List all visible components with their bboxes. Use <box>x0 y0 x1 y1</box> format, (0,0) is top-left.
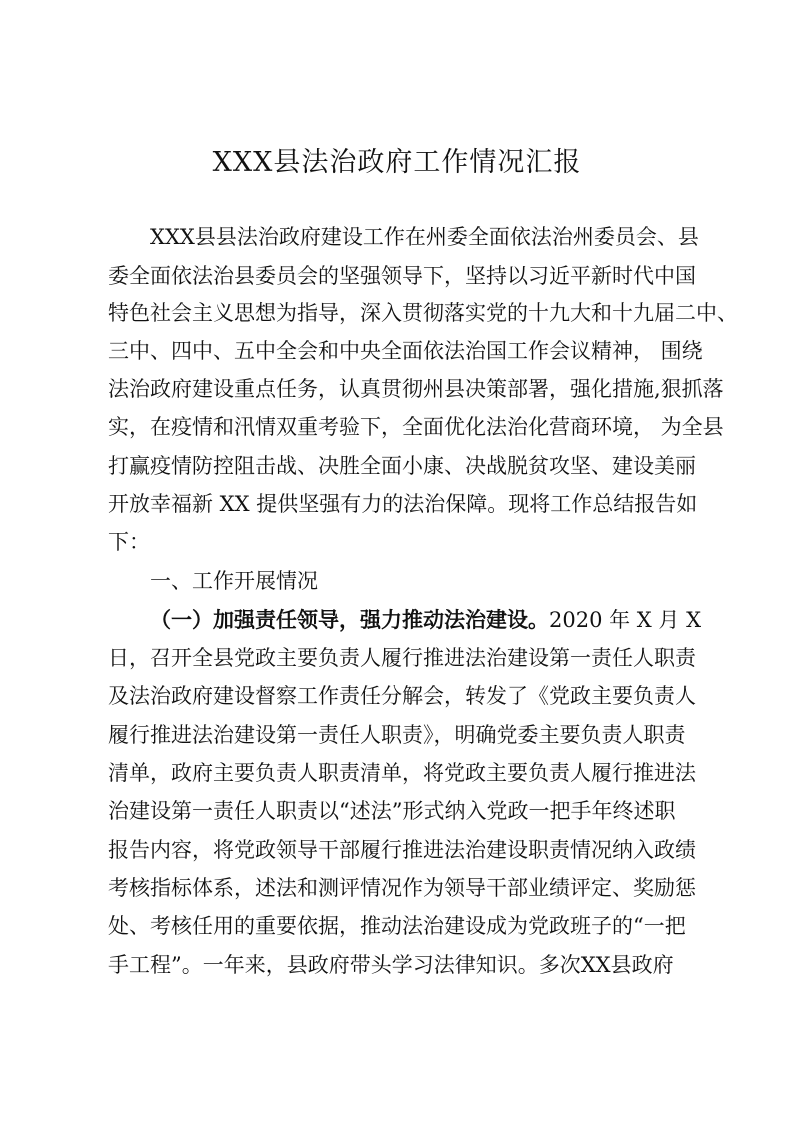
paragraph-line: 履行推进法治建设第一责任人职责》，明确党委主要负责人职责 <box>108 723 686 747</box>
paragraph-line: 三中、四中、五中全会和中央全面依法治国工作会议精神， 围绕 <box>108 339 703 363</box>
document-title: XXX县法治政府工作情况汇报 <box>212 147 582 178</box>
paragraph-line: 处、考核任用的重要依据，推动法治建设成为党政班子的“一把 <box>108 914 686 938</box>
paragraph-line: 实，在疫情和汛情双重考验下，全面优化法治化营商环境， 为全县 <box>108 415 724 439</box>
paragraph-line: 特色社会主义思想为指导，深入贯彻落实党的十九大和十九届二中、 <box>108 301 738 325</box>
paragraph-line: 清单，政府主要负责人职责清单，将党政主要负责人履行推进法 <box>108 761 696 785</box>
paragraph-line: 报告内容，将党政领导干部履行推进法治建设职责情况纳入政绩 <box>108 838 696 862</box>
section-heading: 一、工作开展情况 <box>150 569 318 593</box>
paragraph-line: 考核指标体系，述法和测评情况作为领导干部业绩评定、奖励惩 <box>108 876 696 900</box>
subsection-date: 2020 年 X 月 X <box>549 608 702 632</box>
paragraph-line: 法治政府建设重点任务，认真贯彻州县决策部署，强化措施,狠抓落 <box>108 377 724 401</box>
paragraph-line: XXX县县法治政府建设工作在州委全面依法治州委员会、县 <box>150 225 699 249</box>
subsection-heading: （一）加强责任领导，强力推动法治建设。 <box>150 607 549 632</box>
paragraph-line: 治建设第一责任人职责以“述法”形式纳入党政一把手年终述职 <box>108 799 676 823</box>
paragraph-line: 开放幸福新 XX 提供坚强有力的法治保障。现将工作总结报告如 <box>108 492 698 516</box>
paragraph-line: 及法治政府建设督察工作责任分解会，转发了《党政主要负责人 <box>108 684 696 708</box>
paragraph-line: 委全面依法治县委员会的坚强领导下，坚持以习近平新时代中国 <box>108 264 696 288</box>
paragraph-line: 下： <box>108 530 150 554</box>
paragraph-line: 日，召开全县党政主要负责人履行推进法治建设第一责任人职责 <box>108 646 696 670</box>
paragraph-line: 手工程”。一年来，县政府带头学习法律知识。多次XX县政府 <box>108 953 674 977</box>
subsection-line <box>150 605 701 635</box>
paragraph-line: 打赢疫情防控阻击战、决胜全面小康、决战脱贫攻坚、建设美丽 <box>108 454 696 478</box>
